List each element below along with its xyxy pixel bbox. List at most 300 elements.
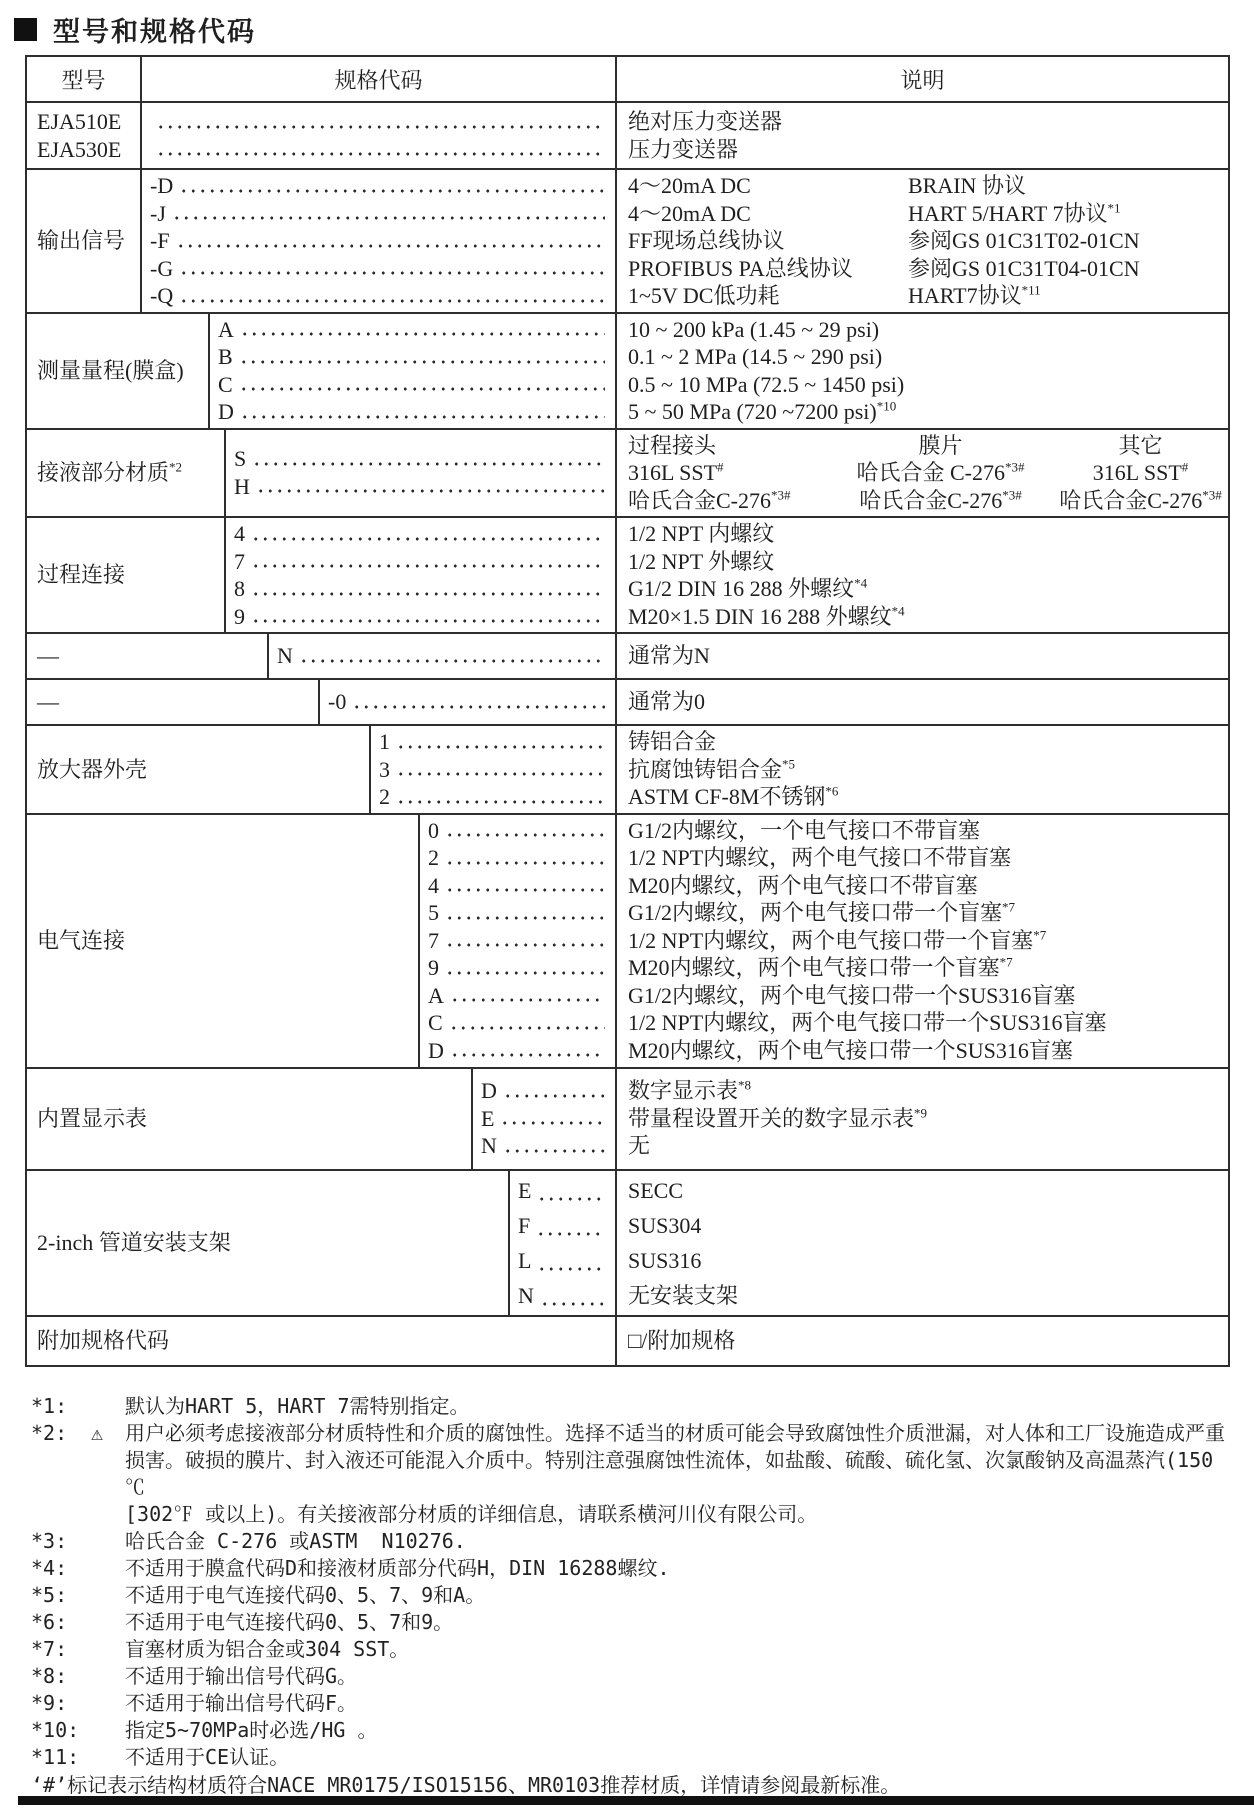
row-label-model xyxy=(27,103,142,168)
footnote-line: 不适用于输出信号代码G。 xyxy=(125,1663,358,1688)
footnote-gap xyxy=(91,1555,125,1582)
code-line xyxy=(142,200,615,228)
code-line xyxy=(420,899,615,927)
footnote-gap xyxy=(91,1663,125,1690)
code-line xyxy=(210,316,615,344)
description-text: M20内螺纹，两个电气接口不带盲塞 xyxy=(628,872,978,898)
row-desc-amplifier-housing xyxy=(615,726,1228,813)
code-letter: N xyxy=(277,643,293,669)
row-label-text: — xyxy=(37,689,59,715)
row-label-text: 接液部分材质$^{*2}$ xyxy=(37,459,183,485)
footnote-text xyxy=(125,1393,1231,1420)
footnote-id: *2: xyxy=(31,1420,68,1445)
code-letter xyxy=(142,108,150,136)
page-title xyxy=(14,10,1254,49)
description-text: 无 xyxy=(628,1133,651,1159)
row-codes-electrical-connection xyxy=(420,815,615,1067)
footnote-line: 默认为HART 5，HART 7需特别指定。 xyxy=(125,1393,470,1418)
row-label-integral-indicator xyxy=(27,1069,473,1169)
row-codes-dash-zero xyxy=(320,680,615,724)
code-line xyxy=(371,756,615,784)
footnote-text xyxy=(125,1420,1231,1528)
spec-row-integral-indicator xyxy=(27,1067,1228,1169)
footnote-text xyxy=(125,1555,1231,1582)
description-right: BRAIN 协议 xyxy=(908,173,1026,198)
footnote-text xyxy=(125,1690,1231,1717)
dotted-leader xyxy=(251,564,605,568)
row-codes-amplifier-housing xyxy=(371,726,615,813)
code-letter: D xyxy=(218,399,234,424)
code-line xyxy=(226,473,615,501)
code-line xyxy=(510,1173,615,1208)
footnote-id: *9: xyxy=(31,1690,68,1715)
material-grid-cell: 哈氏合金$C-276^{*3\#}$ xyxy=(859,487,1022,513)
footnote-6 xyxy=(31,1609,1231,1636)
description-left: 4～20mA DC xyxy=(628,200,751,226)
material-grid-header: 其它 xyxy=(1118,432,1163,458)
description-left: 4～20mA DC xyxy=(628,173,751,198)
superscript: *3# xyxy=(1005,459,1025,475)
code-letter: S xyxy=(234,446,247,472)
description-text: 无安装支架 xyxy=(628,1282,739,1308)
dotted-leader xyxy=(500,1121,605,1125)
dotted-leader xyxy=(256,489,605,493)
row-codes-mounting-bracket xyxy=(510,1171,615,1315)
spec-row-electrical-connection xyxy=(27,813,1228,1067)
footnote-gap xyxy=(91,1717,125,1744)
dotted-leader xyxy=(445,888,605,892)
code-line xyxy=(473,1105,615,1133)
dotted-leader xyxy=(156,125,605,129)
description-text: SUS304 xyxy=(628,1212,702,1238)
row-label-text: EJA530E xyxy=(37,136,122,162)
row-desc-wetted-parts-material xyxy=(615,430,1228,517)
code-letter: 0 xyxy=(428,817,439,843)
footer-rule xyxy=(18,1796,1254,1805)
code-letter: -G xyxy=(150,255,174,281)
footnote-11 xyxy=(31,1744,1231,1771)
code-line xyxy=(210,371,615,399)
code-letter: C xyxy=(218,371,233,397)
code-line xyxy=(142,282,615,310)
code-letter: 9 xyxy=(234,603,245,629)
code-line xyxy=(226,575,615,603)
description-text: 通常为N xyxy=(628,643,710,669)
superscript: *5 xyxy=(782,756,796,772)
description-text: SUS316 xyxy=(628,1247,702,1273)
description-text: 铸铝合金 xyxy=(628,729,717,754)
dotted-leader xyxy=(445,861,605,865)
hash-note: ‘#’标记表示结构材质符合NACE MR0175/ISO15156、MR0103推荐材质，详情请参阅最新标准。 xyxy=(31,1772,901,1797)
description-pair xyxy=(628,282,1228,310)
description-right: 参阅GS 01C31T04-01CN xyxy=(908,255,1140,281)
dotted-leader xyxy=(445,833,605,837)
material-grid-header: 膜片 xyxy=(918,432,963,458)
title-bullet-icon xyxy=(14,18,37,41)
dotted-leader xyxy=(537,1197,605,1201)
table-header-row xyxy=(27,57,1228,101)
dotted-leader xyxy=(240,415,605,419)
code-letter: 4 xyxy=(428,872,439,898)
code-line xyxy=(371,728,615,756)
footnotes xyxy=(31,1393,1231,1799)
superscript: # xyxy=(717,459,724,475)
description-text: 数字显示表$^{*8}$ xyxy=(628,1077,752,1104)
description-right: HART7协议$^{*11}$ xyxy=(908,282,1041,308)
description-text: G1/2内螺纹，两个电气接口带一个盲塞$^{*7}$ xyxy=(628,899,1016,926)
superscript: # xyxy=(1181,459,1189,475)
spec-row-optional-codes xyxy=(27,1315,1228,1365)
description-text: 抗腐蚀铸铝合金$^{*5}$ xyxy=(628,756,796,782)
code-letter: 2 xyxy=(428,845,439,871)
dotted-leader xyxy=(176,244,605,248)
code-letter: 3 xyxy=(379,756,390,782)
code-letter: 1 xyxy=(379,729,390,754)
code-letter: A xyxy=(218,316,234,342)
code-letter: -J xyxy=(150,200,166,226)
footnote-gap xyxy=(91,1609,125,1636)
code-letter: B xyxy=(218,344,233,369)
footnote-id: *3: xyxy=(31,1528,68,1553)
code-letter: 2 xyxy=(379,784,390,809)
superscript: *7 xyxy=(999,954,1013,970)
row-label-text: 2-inch 管道安装支架 xyxy=(37,1230,231,1255)
row-desc-integral-indicator xyxy=(615,1069,1228,1169)
footnote-text xyxy=(125,1582,1231,1609)
row-desc-electrical-connection xyxy=(615,815,1228,1067)
description-text: G1/2 DIN 16 288 外螺纹$^{*4}$ xyxy=(628,575,868,601)
header-spec-code: 规格代码 xyxy=(334,67,423,93)
footnote-line: 不适用于输出信号代码F。 xyxy=(125,1690,358,1715)
code-line xyxy=(142,136,615,164)
code-line xyxy=(142,227,615,255)
footnote-gap xyxy=(91,1636,125,1663)
dotted-leader xyxy=(396,800,605,804)
dotted-leader xyxy=(445,916,605,920)
row-desc-dash-n xyxy=(615,634,1228,678)
spec-row-model xyxy=(27,101,1228,168)
code-letter: 7 xyxy=(428,927,439,953)
dotted-leader xyxy=(179,299,605,303)
row-label-dash-zero xyxy=(27,680,320,724)
superscript: *3# xyxy=(1002,487,1022,503)
description-text: M20内螺纹，两个电气接口带一个盲塞$^{*7}$ xyxy=(628,954,1013,981)
code-line xyxy=(420,1009,615,1037)
footnote-line: 盲塞材质为铝合金或304 SST。 xyxy=(125,1636,410,1661)
spec-row-process-connection xyxy=(27,516,1228,632)
description-text: 10 ~ 200 kPa (1.45 ~ 29 psi) xyxy=(628,316,880,342)
code-line xyxy=(420,817,615,845)
row-label-amplifier-housing xyxy=(27,726,371,813)
footnote-3 xyxy=(31,1528,1231,1555)
description-left: PROFIBUS PA总线协议 xyxy=(628,255,853,281)
row-label-text: EJA510E xyxy=(37,109,122,134)
dotted-leader xyxy=(172,216,605,220)
description-text: 1/2 NPT内螺纹，两个电气接口带一个SUS316盲塞 xyxy=(628,1010,1107,1036)
dotted-leader xyxy=(449,1026,605,1030)
dotted-leader xyxy=(450,998,605,1002)
spec-row-dash-n xyxy=(27,632,1228,678)
spec-row-mounting-bracket xyxy=(27,1169,1228,1315)
footnote-id: *10: xyxy=(31,1717,80,1742)
code-letter: H xyxy=(234,473,250,499)
row-label-text: 电气连接 xyxy=(37,927,126,953)
dotted-leader xyxy=(251,619,605,623)
row-codes-output-signal xyxy=(142,170,615,312)
dotted-leader xyxy=(179,271,605,275)
superscript: *9 xyxy=(914,1105,928,1121)
footnote-line: 不适用于CE认证。 xyxy=(125,1744,290,1769)
description-text: 5 ~ 50 MPa (720 ~7200 psi)$^{*10}$ xyxy=(628,398,897,424)
description-pair xyxy=(628,200,1228,228)
code-line xyxy=(510,1278,615,1313)
row-label-measuring-span xyxy=(27,314,210,428)
footnote-line: 用户必须考虑接液部分材质特性和介质的腐蚀性。选择不适当的材质可能会导致腐蚀性介质泄漏，对人体和工厂设施造成严重 xyxy=(125,1420,1225,1445)
material-grid-cell: 哈氏合金$C-276^{*3\#}$ xyxy=(1059,487,1222,513)
code-letter: -0 xyxy=(328,689,347,715)
code-line xyxy=(420,1037,615,1065)
dotted-leader xyxy=(536,1232,605,1236)
document-page xyxy=(0,10,1254,1813)
code-line xyxy=(420,844,615,872)
code-letter: -F xyxy=(150,228,170,253)
row-codes-integral-indicator xyxy=(473,1069,615,1169)
code-letter: D xyxy=(481,1078,497,1104)
footnote-line: 损害。破损的膜片、封入液还可能混入介质中。特别注意强腐蚀性流体，如盐酸、硫酸、硫化氢、次氯酸钠及高温蒸汽(150 ℃ xyxy=(125,1447,1226,1499)
dotted-leader xyxy=(445,943,605,947)
code-letter: N xyxy=(518,1282,534,1308)
code-line xyxy=(473,1077,615,1105)
dotted-leader xyxy=(503,1094,605,1098)
material-grid-cell: 316L SST# xyxy=(628,459,724,485)
description-text: 1/2 NPT 内螺纹 xyxy=(628,521,775,546)
description-pair xyxy=(628,172,1228,200)
header-description: 说明 xyxy=(615,57,1228,101)
dotted-leader xyxy=(396,772,605,776)
description-pair xyxy=(628,227,1228,255)
row-label-output-signal xyxy=(27,170,142,312)
row-label-text: 放大器外壳 xyxy=(37,756,148,782)
dotted-leader xyxy=(239,360,605,364)
description-text: □/附加规格 xyxy=(628,1327,736,1353)
code-letter: -Q xyxy=(150,283,174,308)
footnote-text xyxy=(125,1717,1231,1744)
material-grid-cell: 316L SST# xyxy=(1092,459,1189,485)
footnote-9 xyxy=(31,1690,1231,1717)
footnote-7 xyxy=(31,1636,1231,1663)
footnote-text xyxy=(125,1636,1231,1663)
dotted-leader xyxy=(251,537,605,541)
dotted-leader xyxy=(156,152,605,156)
description-text: G1/2内螺纹，两个电气接口带一个SUS316盲塞 xyxy=(628,982,1076,1008)
footnote-text xyxy=(125,1528,1231,1555)
footnote-gap xyxy=(91,1690,125,1717)
description-text: SECC xyxy=(628,1177,684,1203)
description-text: 压力变送器 xyxy=(628,136,739,162)
description-text: G1/2内螺纹，一个电气接口不带盲塞 xyxy=(628,817,981,843)
code-line xyxy=(420,954,615,982)
footnote-id: *5: xyxy=(31,1582,68,1607)
code-line xyxy=(210,398,615,426)
code-line xyxy=(210,343,615,371)
footnote-gap xyxy=(91,1582,125,1609)
header-model: 型号 xyxy=(27,57,142,101)
spec-row-output-signal xyxy=(27,168,1228,312)
row-label-text: 输出信号 xyxy=(37,228,126,253)
row-label-text: 附加规格代码 xyxy=(37,1327,170,1353)
footnote-id: *1: xyxy=(31,1393,68,1418)
description-right: HART 5/HART 7协议$^{*1}$ xyxy=(908,200,1121,226)
code-line xyxy=(420,927,615,955)
dotted-leader xyxy=(396,745,605,749)
row-desc-dash-zero xyxy=(615,680,1228,724)
dotted-leader xyxy=(251,592,605,596)
code-letter: 5 xyxy=(428,900,439,926)
footnote-1 xyxy=(31,1393,1231,1420)
code-letter: D xyxy=(428,1037,444,1063)
material-grid-cell: 哈氏合金 $C-276^{*3\#}$ xyxy=(856,459,1025,485)
description-text: 绝对压力变送器 xyxy=(628,109,783,134)
row-label-text: 内置显示表 xyxy=(37,1105,148,1131)
code-line xyxy=(142,255,615,283)
description-text: 0.5 ~ 10 MPa (72.5 ~ 1450 psi) xyxy=(628,371,905,397)
description-text: 0.1 ~ 2 MPa (14.5 ~ 290 psi) xyxy=(628,344,883,369)
row-label-process-connection xyxy=(27,518,226,632)
footnote-line: 不适用于电气连接代码0、5、7、9和A。 xyxy=(125,1582,486,1607)
code-letter: 9 xyxy=(428,955,439,981)
code-line xyxy=(226,603,615,631)
dotted-leader xyxy=(450,1053,605,1057)
dotted-leader xyxy=(240,332,605,336)
dotted-leader xyxy=(179,189,605,193)
spec-table xyxy=(25,55,1230,1367)
superscript: *3# xyxy=(771,487,791,503)
dotted-leader xyxy=(299,659,605,663)
footnote-8 xyxy=(31,1663,1231,1690)
dotted-leader xyxy=(239,387,605,391)
dotted-leader xyxy=(503,1149,605,1153)
code-letter: C xyxy=(428,1010,443,1036)
superscript: *7 xyxy=(1002,899,1016,915)
code-line xyxy=(226,548,615,576)
code-letter: 7 xyxy=(234,548,245,574)
spec-row-measuring-span xyxy=(27,312,1228,428)
description-text: 1/2 NPT内螺纹，两个电气接口带一个盲塞$^{*7}$ xyxy=(628,927,1047,953)
superscript: *10 xyxy=(876,398,897,414)
footnote-line: [302℉ 或以上)。有关接液部分材质的详细信息，请联系横河川仪有限公司。 xyxy=(125,1501,818,1526)
footnote-text xyxy=(125,1744,1231,1771)
dotted-leader xyxy=(537,1267,605,1271)
footnote-4 xyxy=(31,1555,1231,1582)
description-right: 参阅GS 01C31T02-01CN xyxy=(908,228,1140,253)
description-text: M20内螺纹，两个电气接口带一个SUS316盲塞 xyxy=(628,1037,1073,1063)
superscript: *4 xyxy=(891,603,905,619)
footnote-gap xyxy=(91,1744,125,1771)
description-text: 1/2 NPT 外螺纹 xyxy=(628,548,775,574)
footnote-id: *7: xyxy=(31,1636,68,1661)
row-codes-wetted-parts-material xyxy=(226,430,615,517)
description-text: ASTM CF-8M不锈钢$^{*6}$ xyxy=(628,783,839,809)
page-title-text: 型号和规格代码 xyxy=(53,17,256,47)
code-line xyxy=(269,642,615,670)
code-line xyxy=(420,872,615,900)
superscript: *7 xyxy=(1033,927,1047,943)
code-line xyxy=(320,688,615,716)
description-left: 1~5V DC低功耗 xyxy=(628,283,780,308)
row-label-text: 过程连接 xyxy=(37,562,126,588)
dotted-leader xyxy=(252,462,605,466)
superscript: *8 xyxy=(738,1077,752,1093)
row-codes-model xyxy=(142,103,615,168)
code-letter: E xyxy=(518,1177,532,1203)
dotted-leader xyxy=(445,971,605,975)
footnote-id: *4: xyxy=(31,1555,68,1580)
superscript: *2 xyxy=(169,459,183,475)
code-line xyxy=(371,783,615,811)
footnote-line: 不适用于电气连接代码0、5、7和9。 xyxy=(125,1609,454,1634)
row-desc-output-signal xyxy=(615,170,1228,312)
warning-triangle-icon: ⚠ xyxy=(91,1420,104,1445)
row-desc-process-connection xyxy=(615,518,1228,632)
description-pair xyxy=(628,255,1228,283)
row-label-dash-n xyxy=(27,634,269,678)
footnote-line: 指定5~70MPa时必选/HG 。 xyxy=(125,1717,378,1742)
spec-row-wetted-parts-material xyxy=(27,428,1228,517)
code-letter: -D xyxy=(150,173,174,198)
footnote-id: *11: xyxy=(31,1744,80,1769)
code-letter: L xyxy=(518,1247,532,1273)
footnote-text xyxy=(125,1609,1231,1636)
row-label-text: 测量量程(膜盒) xyxy=(37,357,184,383)
material-grid-header: 过程接头 xyxy=(628,432,717,458)
code-letter: N xyxy=(481,1133,497,1159)
row-label-optional-codes xyxy=(27,1317,615,1365)
spec-row-dash-zero xyxy=(27,678,1228,724)
row-codes-dash-n xyxy=(269,634,615,678)
description-text: 带量程设置开关的数字显示表$^{*9}$ xyxy=(628,1105,928,1131)
superscript: *4 xyxy=(854,575,868,591)
code-line xyxy=(142,108,615,136)
code-line xyxy=(226,520,615,548)
code-line xyxy=(420,982,615,1010)
code-letter: A xyxy=(428,982,444,1008)
dotted-leader xyxy=(352,705,605,709)
footnote-10 xyxy=(31,1717,1231,1744)
footnote-line: 不适用于膜盒代码D和接液材质部分代码H，DIN 16288螺纹. xyxy=(125,1555,670,1580)
description-text: 1/2 NPT内螺纹，两个电气接口不带盲塞 xyxy=(628,845,1012,871)
row-codes-process-connection xyxy=(226,518,615,632)
code-line xyxy=(142,172,615,200)
code-line xyxy=(473,1132,615,1160)
code-letter xyxy=(142,136,150,164)
footnote-id: *6: xyxy=(31,1609,68,1634)
code-line xyxy=(226,445,615,473)
footnote-gap xyxy=(91,1393,125,1420)
row-desc-optional-codes xyxy=(615,1317,1228,1365)
code-line xyxy=(510,1208,615,1243)
row-label-wetted-parts-material xyxy=(27,430,226,517)
row-label-mounting-bracket xyxy=(27,1171,510,1315)
row-label-text: — xyxy=(37,643,59,669)
footnote-text xyxy=(125,1663,1231,1690)
dotted-leader xyxy=(540,1302,605,1306)
description-left: FF现场总线协议 xyxy=(628,228,785,253)
row-codes-measuring-span xyxy=(210,314,615,428)
row-desc-measuring-span xyxy=(615,314,1228,428)
footnote-2 xyxy=(31,1420,1231,1528)
material-grid-cell: 哈氏合金$C-276^{*3\#}$ xyxy=(628,487,791,513)
warning-icon xyxy=(91,1420,125,1528)
